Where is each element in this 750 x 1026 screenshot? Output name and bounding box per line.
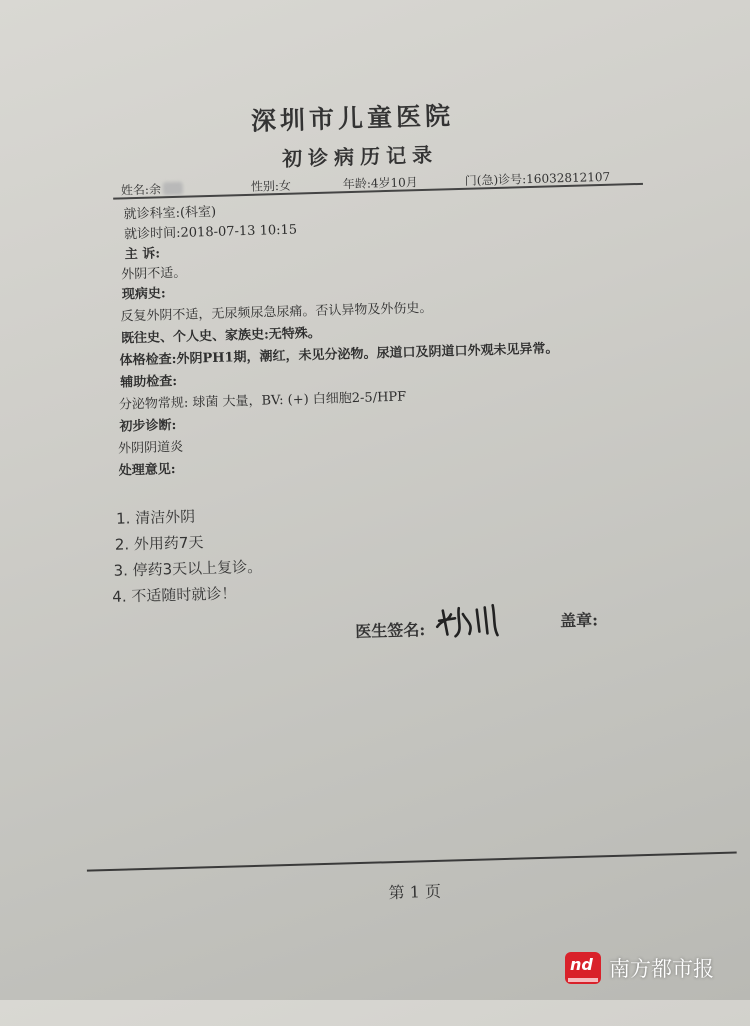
history-text: 反复外阴不适，无尿频尿急尿痛。否认异物及外伤史。 [120, 300, 433, 325]
visit-number: 门(急)诊号:16032812107 [464, 169, 611, 188]
footer-divider [87, 852, 737, 872]
aux-exam-text: 分泌物常规: 球菌 大量，BV: (+) 白细胞2-5/HPF [118, 389, 407, 413]
complaint-text: 外阴不适。 [121, 265, 187, 283]
visit-time-field: 就诊时间:2018-07-13 10:15 [123, 222, 298, 243]
diagnosis-text: 外阴阴道炎 [117, 439, 184, 457]
medical-record-paper [8, 0, 750, 1026]
hospital-name: 深圳市儿童医院 [250, 101, 455, 136]
plan-label: 处理意见: [118, 462, 176, 479]
complaint-label: 主 诉: [124, 246, 161, 263]
nd-logo-icon: nd [565, 952, 601, 984]
history-label: 现病史: [121, 286, 166, 303]
patient-gender: 性别:女 [250, 178, 292, 194]
plan-item: 4. 不适随时就诊！ [112, 584, 237, 606]
doctor-signature [433, 599, 504, 641]
redacted-name-blur [163, 182, 183, 196]
past-history: 既往史、个人史、家族史:无特殊。 [120, 325, 322, 347]
plan-item: 3. 停药3天以上复诊。 [113, 557, 263, 580]
doctor-signature-label: 医生签名: [355, 620, 426, 642]
patient-name-label: 姓名:余 [120, 182, 162, 198]
plan-item: 1. 清洁外阴 [115, 507, 196, 528]
dept-field: 就诊科室:(科室) [123, 204, 217, 223]
newspaper-watermark [565, 952, 714, 984]
aux-exam-label: 辅助检查: [120, 373, 178, 391]
plan-item: 2. 外用药7天 [114, 533, 204, 554]
record-title: 初诊病历记录 [281, 142, 439, 171]
page-number: 第 1 页 [388, 881, 442, 903]
patient-age: 年龄:4岁10月 [342, 175, 418, 192]
physical-exam: 体格检查:外阴PH1期，潮红，未见分泌物。尿道口及阴道口外观未见异常。 [119, 341, 559, 369]
stamp-label: 盖章: [559, 610, 599, 631]
diagnosis-label: 初步诊断: [119, 417, 177, 435]
watermark-text: 南方都市报 [609, 957, 714, 981]
